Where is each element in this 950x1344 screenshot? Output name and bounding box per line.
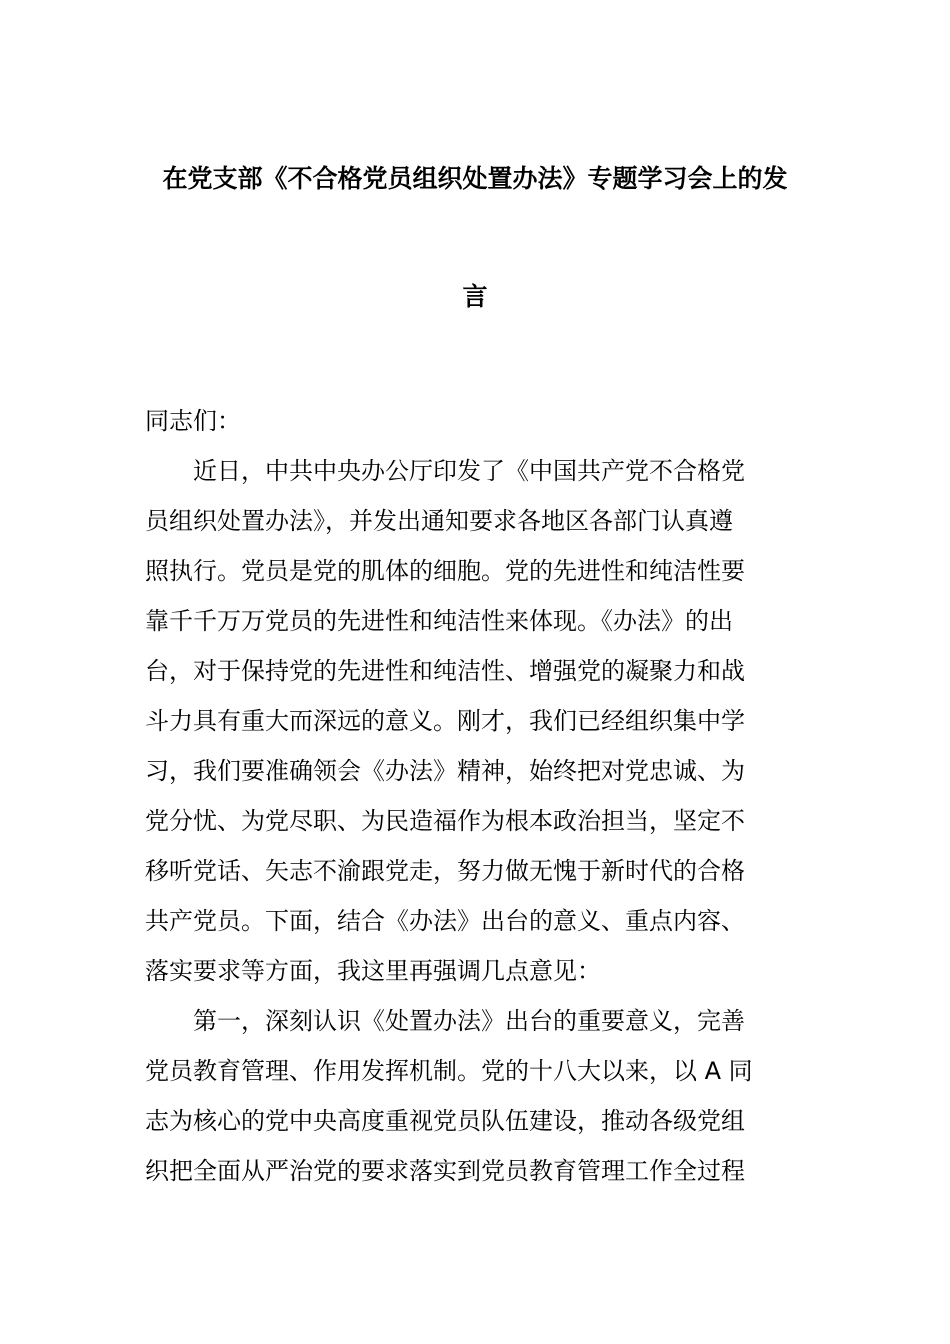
document-title-line-2: 言 xyxy=(462,282,488,311)
paragraph-line: 员组织处置办法》，并发出通知要求各地区各部门认真遵 xyxy=(145,507,733,535)
paragraph-2 xyxy=(145,996,810,1196)
paragraph-line: 落实要求等方面，我这里再强调几点意见： xyxy=(145,957,601,985)
paragraph-line: 织把全面从严治党的要求落实到党员教育管理工作全过程 xyxy=(145,1157,745,1185)
paragraph-line: 靠千千万万党员的先进性和纯洁性来体现。《办法》的出 xyxy=(145,607,733,635)
paragraph-line: 志为核心的党中央高度重视党员队伍建设，推动各级党组 xyxy=(145,1107,745,1135)
paragraph-line: 习，我们要准确领会《办法》精神，始终把对党忠诚、为 xyxy=(145,757,745,785)
paragraph-1 xyxy=(145,446,810,996)
paragraph-line: 党员教育管理、作用发挥机制。党的十八大以来，以 A 同 xyxy=(145,1057,753,1085)
paragraph-line: 共产党员。下面，结合《办法》出台的意义、重点内容、 xyxy=(145,907,745,935)
paragraph-line: 台，对于保持党的先进性和纯洁性、增强党的凝聚力和战 xyxy=(145,657,745,685)
paragraph-line: 斗力具有重大而深远的意义。刚才，我们已经组织集中学 xyxy=(145,707,745,735)
paragraph-line: 第一，深刻认识《处置办法》出台的重要意义，完善 xyxy=(193,1007,745,1035)
paragraph-line: 近日，中共中央办公厅印发了《中国共产党不合格党 xyxy=(193,457,745,485)
paragraph-line: 照执行。党员是党的肌体的细胞。党的先进性和纯洁性要 xyxy=(145,557,745,585)
salutation: 同志们： xyxy=(145,407,241,435)
document-title-line-1: 在党支部《不合格党员组织处置办法》专题学习会上的发 xyxy=(162,164,788,193)
paragraph-line: 党分忧、为党尽职、为民造福作为根本政治担当，坚定不 xyxy=(145,807,745,835)
paragraph-line: 移听党话、矢志不渝跟党走，努力做无愧于新时代的合格 xyxy=(145,857,745,885)
